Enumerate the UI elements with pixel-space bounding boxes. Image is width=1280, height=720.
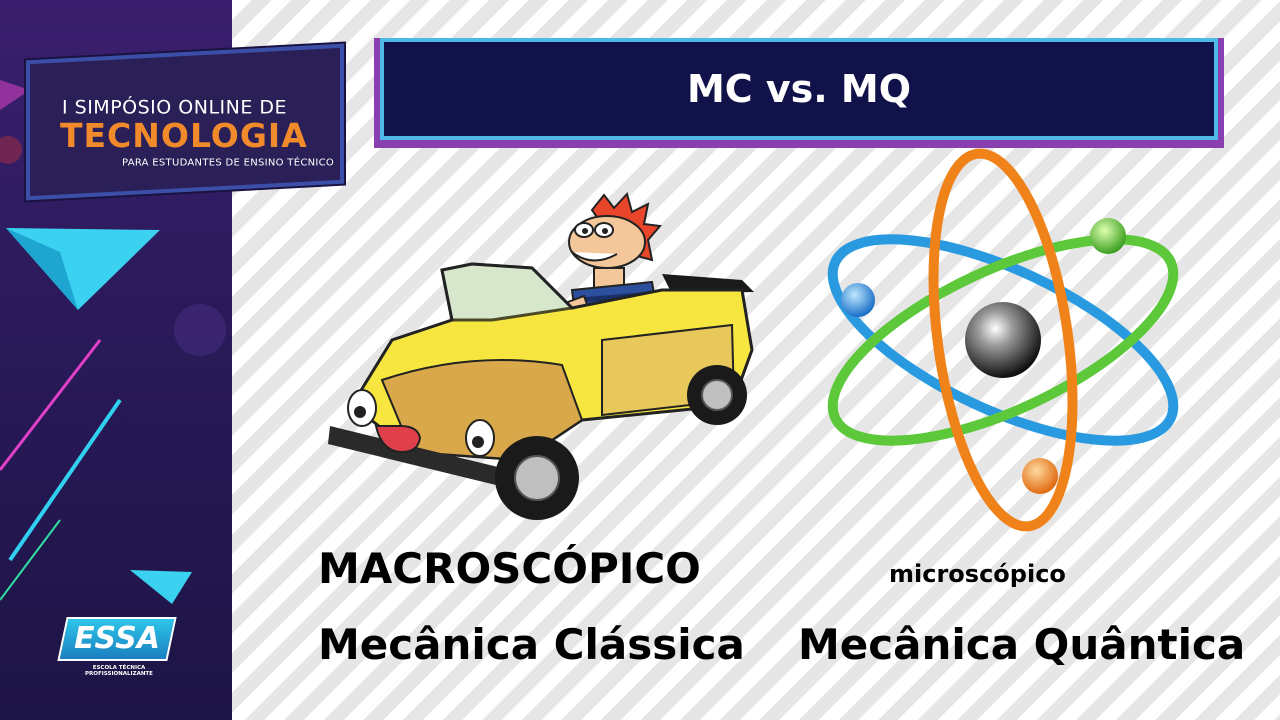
school-logo	[60, 617, 178, 675]
event-logo-line2: TECNOLOGIA	[60, 116, 308, 156]
event-logo-line3: PARA ESTUDANTES DE ENSINO TÉCNICO	[122, 157, 335, 169]
electron-orange	[1022, 458, 1058, 494]
right-scale-label: microscópico	[889, 560, 1066, 588]
atom-nucleus	[965, 302, 1041, 378]
title-banner-inner	[380, 38, 1218, 140]
electron-green	[1090, 218, 1126, 254]
electron-blue	[841, 283, 875, 317]
car-body	[328, 264, 754, 520]
left-scale-label: MACROSCÓPICO	[318, 544, 701, 593]
school-logo-name: ESSA	[74, 621, 160, 656]
event-logo	[26, 44, 344, 201]
atom-illustration	[818, 148, 1188, 533]
car-cartoon-illustration	[322, 190, 762, 530]
title-banner	[374, 38, 1224, 148]
page-title: MC vs. MQ	[686, 67, 912, 111]
school-logo-mark	[57, 617, 176, 661]
left-theory-label: Mecânica Clássica	[318, 620, 745, 669]
event-logo-line1: I SIMPÓSIO ONLINE DE	[62, 96, 288, 119]
school-logo-subtitle: ESCOLA TÉCNICA PROFISSIONALIZANTE	[85, 665, 153, 677]
right-theory-label: Mecânica Quântica	[798, 620, 1246, 669]
